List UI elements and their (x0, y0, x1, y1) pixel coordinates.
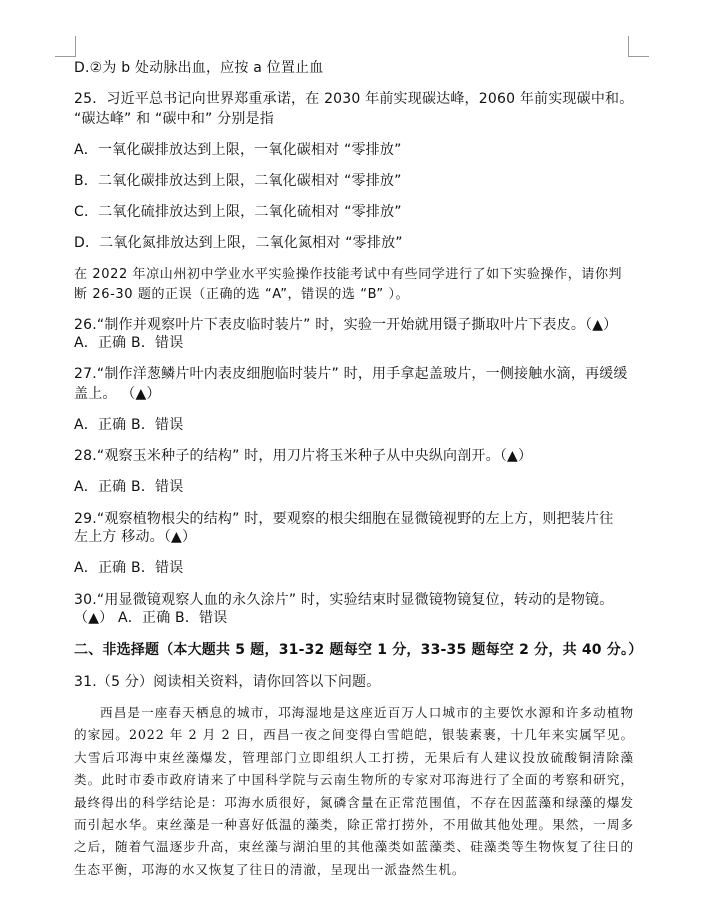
q25-stem-line-2: “碳达峰” 和 “碳中和” 分别是指 (74, 111, 274, 127)
crop-mark-top-right-vertical (628, 36, 629, 56)
q30-stem-line-1: 30.“用显微镜观察人血的永久涂片” 时，实验结束时显微镜物镜复位，转动的是物镜。 (74, 592, 614, 608)
q25-option-b: B．二氧化碳排放达到上限，二氧化碳相对 “零排放” (74, 173, 402, 189)
q31-heading: 31.（5 分）阅读相关资料，请你回答以下问题。 (74, 674, 381, 690)
q26-stem: 26.“制作并观察叶片下表皮临时装片” 时，实验一开始就用镊子撕取叶片下表皮。（▲） (74, 317, 618, 333)
q25-option-a: A．一氧化碳排放达到上限，一氧化碳相对 “零排放” (74, 142, 402, 158)
judgement-intro-line-2: 断 26-30 题的正误（正确的选 “A”，错误的选 “B” ）。 (74, 287, 410, 302)
crop-mark-top-left-horizontal (55, 56, 76, 57)
q28-stem: 28.“观察玉米种子的结构” 时，用刀片将玉米种子从中央纵向剖开。（▲） (74, 448, 533, 464)
q27-options: A．正确 B．错误 (74, 417, 184, 433)
q27-stem-line-1: 27.“制作洋葱鳞片叶内表皮细胞临时装片” 时，用手拿起盖玻片，一侧接触水滴，再缓缓 (74, 366, 628, 382)
q24-option-d: D.②为 b 处动脉出血，应按 a 位置止血 (74, 60, 324, 76)
crop-mark-top-left-vertical (75, 36, 76, 56)
q29-stem-line-1: 29.“观察植物根尖的结构” 时，要观察的根尖细胞在显微镜视野的左上方，则把装片往 (74, 511, 614, 527)
q26-options: A．正确 B．错误 (74, 335, 184, 351)
q28-options: A．正确 B．错误 (74, 479, 184, 495)
q29-options: A．正确 B．错误 (74, 560, 184, 576)
section-heading: 二、非选择题（本大题共 5 题，31-32 题每空 1 分，33-35 题每空 2 分，共 40 分。） (74, 642, 643, 658)
reading-passage: 西昌是一座春天栖息的城市，邛海湿地是这座近百万人口城市的主要饮水源和许多动植物的家园。2022 年 2 月 2 日，西昌一夜之间变得白雪皑皑，银装素裹，十几年来实属罕见。大雪后邛海中束丝藻爆发，管理部门立即组织人工打捞，无果后有人建议投放硫酸铜清除藻类。此时市委市政府请来了中国科学院与云南生物所的专家对邛海进行了全面的考察和研究，最终得出的科学结论是：邛海水质很好，氮磷含量在正常范围值，不存在因蓝藻和绿藻的爆发而引起水华。束丝藻是一种喜好低温的藻类，除正常打捞外，不用做其他处理。果然，一周多之后，随着气温逐步升高，束丝藻与湖泊里的其他藻类如蓝藻类、硅藻类等生物恢复了往日的生态平衡，邛海的水又恢复了往日的清澈，呈现出一派盎然生机。 (74, 705, 634, 877)
q25-stem-line-1: 25．习近平总书记向世界郑重承诺，在 2030 年前实现碳达峰，2060 年前实现碳中和。 (74, 91, 634, 107)
judgement-intro-line-1: 在 2022 年凉山州初中学业水平实验操作技能考试中有些同学进行了如下实验操作，请你判 (74, 267, 623, 282)
crop-mark-top-right-horizontal (628, 56, 649, 57)
q25-option-d: D．二氧化氮排放达到上限，二氧化氮相对 “零排放” (74, 235, 403, 251)
q30-stem-line-2: （▲） A．正确 B．错误 (74, 610, 228, 626)
q25-option-c: C．二氧化硫排放达到上限，二氧化硫相对 “零排放” (74, 204, 402, 220)
q29-stem-line-2: 左上方 移动。（▲） (74, 529, 197, 545)
q27-stem-line-2: 盖上。 （▲） (74, 386, 161, 402)
